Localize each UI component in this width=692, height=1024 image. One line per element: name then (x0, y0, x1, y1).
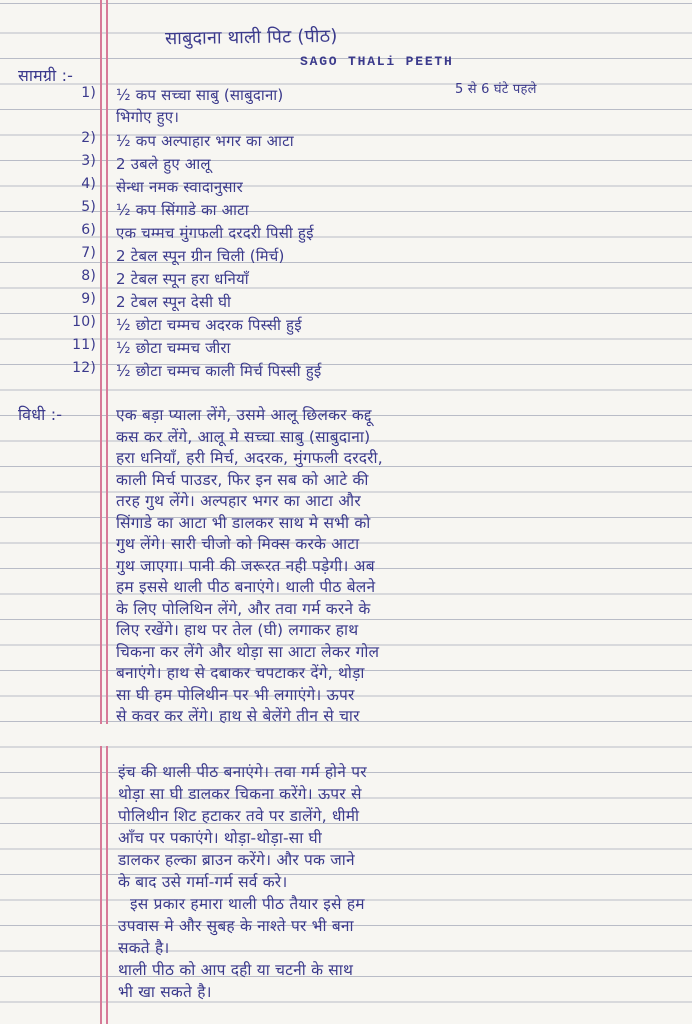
list-item: ½ कप अल्पाहार भगर का आटा (116, 132, 294, 150)
list-item-number: 5) (81, 199, 96, 215)
soak-note: 5 से 6 घंटे पहले (455, 82, 537, 97)
method-line: हम इससे थाली पीठ बनाएंगे। थाली पीठ बेलने (116, 578, 376, 596)
list-item: 2 टेबल स्पून हरा धनियाँ (116, 270, 249, 288)
method-line: चिकना कर लेंगे और थोड़ा सा आटा लेकर गोल (116, 642, 380, 661)
list-item-number: 2) (81, 130, 96, 146)
method-line: आँच पर पकाएंगे। थोड़ा-थोड़ा-सा घी (118, 829, 322, 847)
list-item-number: 1) (81, 85, 96, 101)
title-hindi: साबुदाना थाली पिट (पीठ) (164, 25, 338, 50)
list-item: ½ कप सच्चा साबु (साबुदाना) (116, 86, 284, 104)
list-item: ½ कप सिंगाडे का आटा (116, 201, 249, 219)
list-item: भिगोए हुए। (116, 108, 180, 126)
method-line: उपवास मे और सुबह के नाश्ते पर भी बना (118, 917, 354, 935)
method-line: के लिए पोलिथिन लेंगे, और तवा गर्म करने के (116, 599, 371, 618)
margin-line (106, 0, 108, 1024)
list-item: ½ छोटा चम्मच काली मिर्च पिस्सी हुई (116, 362, 322, 380)
method-line: डालकर हल्का ब्राउन करेंगे। और पक जाने (118, 851, 355, 869)
list-item-number: 10) (72, 314, 96, 330)
method-line: हरा धनियाँ, हरी मिर्च, अदरक, मुंगफली दरदरी, (116, 449, 383, 467)
method-line: भी खा सकते है। (118, 983, 212, 1001)
margin-line (100, 0, 102, 1024)
list-item-number: 4) (81, 176, 96, 192)
list-item-number: 6) (81, 222, 96, 238)
method-line: लिए रखेंगे। हाथ पर तेल (घी) लगाकर हाथ (116, 621, 359, 639)
method-line: के बाद उसे गर्मा-गर्म सर्व करे। (118, 873, 288, 891)
method-line: से कवर कर लेंगे। हाथ से बेलेंगे तीन से चार (116, 707, 360, 725)
title-english: SAGO THALi PEETH (300, 54, 454, 69)
method-line: इस प्रकार हमारा थाली पीठ तैयार इसे हम (130, 895, 365, 913)
method-line: बनाएंगे। हाथ से दबाकर चपटाकर देंगे, थोड़ा (116, 664, 365, 682)
list-item-number: 11) (72, 337, 96, 353)
method-line: काली मिर्च पाउडर, फिर इन सब को आटे की (116, 470, 369, 489)
list-item: ½ छोटा चम्मच जीरा (116, 339, 231, 357)
list-item: एक चम्मच मुंगफली दरदरी पिसी हुई (116, 224, 314, 242)
list-item: 2 उबले हुए आलू (116, 155, 211, 173)
list-item-number: 12) (72, 360, 96, 376)
list-item: 2 टेबल स्पून ग्रीन चिली (मिर्च) (116, 247, 285, 265)
method-line: थाली पीठ को आप दही या चटनी के साथ (118, 961, 354, 979)
list-item: ½ छोटा चम्मच अदरक पिस्सी हुई (116, 316, 302, 334)
method-line: सा घी हम पोलिथीन पर भी लगाएंगे। ऊपर (116, 685, 355, 704)
method-line: एक बड़ा प्याला लेंगे, उसमे आलू छिलकर कद्दू (116, 406, 372, 424)
list-item: सेन्धा नमक स्वादानुसार (116, 178, 243, 196)
method-line: पोलिथीन शिट हटाकर तवे पर डालेंगे, धीमी (118, 807, 360, 825)
method-line: कस कर लेंगे, आलू मे सच्चा साबु (साबुदाना) (116, 427, 371, 446)
method-line: गुथ लेंगे। सारी चीजो को मिक्स करके आटा (116, 535, 360, 553)
method-line: थोड़ा सा घी डालकर चिकना करेंगे। ऊपर से (118, 785, 362, 803)
list-item-number: 7) (81, 245, 96, 261)
method-line: इंच की थाली पीठ बनाएंगे। तवा गर्म होने पर (118, 763, 367, 781)
method-line: सकते है। (118, 939, 170, 957)
method-line: तरह गुथ लेंगे। अल्पहार भगर का आटा और (116, 492, 361, 510)
method-line: सिंगाडे का आटा भी डालकर साथ मे सभी को (116, 513, 371, 532)
list-item: 2 टेबल स्पून देसी घी (116, 293, 232, 311)
method-heading: विधी :- (18, 405, 63, 424)
list-item-number: 9) (81, 291, 96, 307)
ingredients-heading: सामग्री :- (18, 66, 74, 85)
list-item-number: 3) (81, 153, 96, 169)
page-break (0, 724, 692, 746)
list-item-number: 8) (81, 268, 96, 284)
method-line: गुथ जाएगा। पानी की जरूरत नही पड़ेगी। अब (116, 556, 375, 575)
